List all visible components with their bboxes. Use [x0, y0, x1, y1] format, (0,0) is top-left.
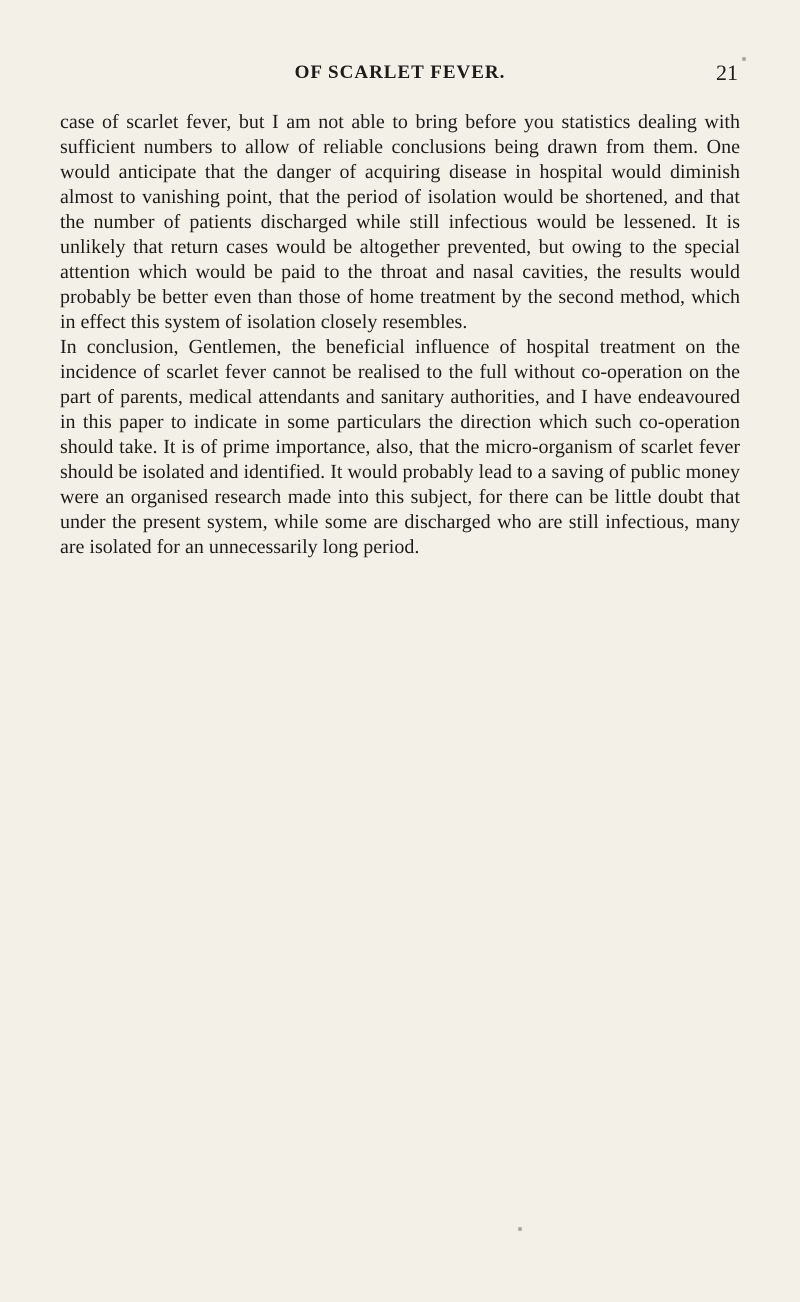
running-head	[60, 60, 740, 88]
page-number: 21	[716, 60, 738, 85]
paragraph-1: case of scarlet fever, but I am not able to bring before you statistics dealing with sufficient numbers to allow of reliable conclusions being drawn from them. One would anticipate that the danger of acquiring disease in hospital would diminish almost to vanishing point, that the period of isolation would be shortened, and that the number of patients discharged while still infectious would be lessened. It is unlikely that return cases would be altogether prevented, but owing to the special attention which would be paid to the throat and nasal cavities, the results would probably be better even than those of home treatment by the second method, which in effect this system of isolation closely resembles.	[60, 111, 740, 333]
running-head-title: OF SCARLET FEVER.	[294, 62, 506, 83]
body-text	[60, 110, 740, 560]
paragraph-2: In conclusion, Gentlemen, the beneficial influence of hospital treatment on the incidence of scarlet fever cannot be realised to the full without co-operation on the part of parents, medical attendants and sanitary authorities, and I have endeavoured in this paper to indicate in some particulars the direction which such co-operation should take. It is of prime importance, also, that the micro-organism of scarlet fever should be isolated and identified. It would probably lead to a saving of public money were an organised research made into this subject, for there can be little doubt that under the present system, while some are discharged who are still infectious, many are isolated for an unnecessarily long period.	[60, 336, 740, 558]
page-speck	[518, 1227, 522, 1231]
page-speck	[742, 57, 746, 61]
